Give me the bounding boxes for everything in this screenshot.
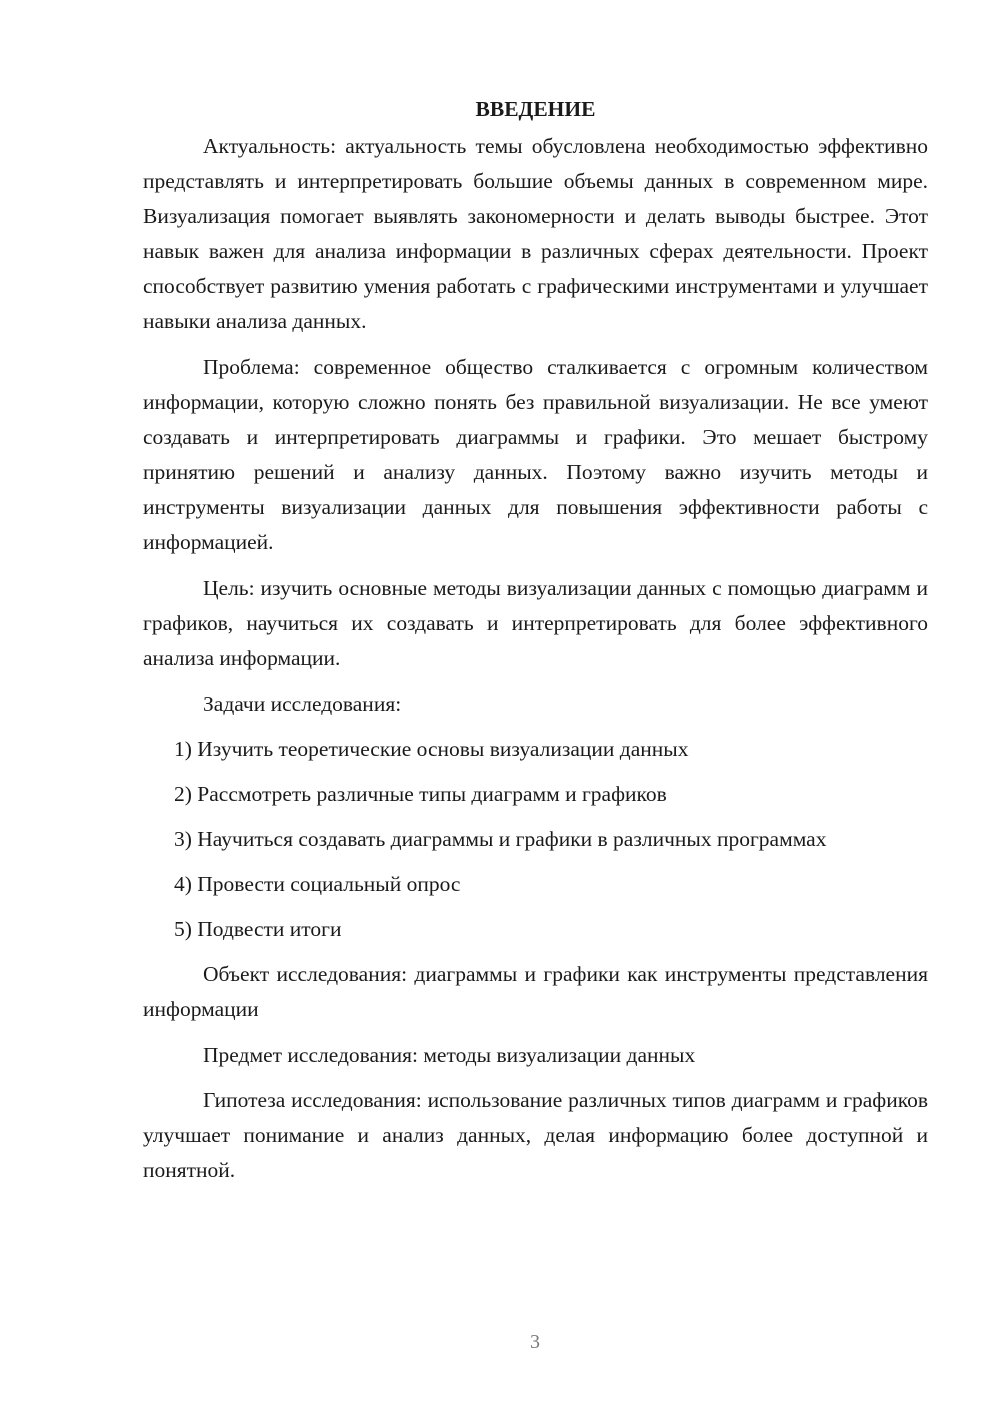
- page-number: 3: [530, 1331, 540, 1353]
- task-item-5: 5) Подвести итоги: [174, 917, 342, 941]
- hypothesis-paragraph: Гипотеза исследования: использование различных типов диаграмм и графиков улучшает понимание и анализ данных, делая информацию более доступной и понятной.: [143, 1088, 928, 1182]
- problem-paragraph: Проблема: современное общество сталкивается с огромным количеством информации, которую сложно понять без правильной визуализации. Не все умеют создавать и интерпретировать диаграммы и графики. Это мешает быстрому принятию решений и анализу данных. Поэтому важно изучить методы и инструменты визуализации данных для повышения эффективности работы с информацией.: [143, 355, 928, 554]
- task-item-2: 2) Рассмотреть различные типы диаграмм и графиков: [174, 782, 667, 806]
- relevance-paragraph: Актуальность: актуальность темы обусловлена необходимостью эффективно представлять и интерпретировать большие объемы данных в современном мире. Визуализация помогает выявлять закономерности и делать выводы быстрее. Этот навык важен для анализа информации в различных сферах деятельности. Проект способствует развитию умения работать с графическими инструментами и улучшает навыки анализа данных.: [143, 134, 928, 333]
- task-item-3: 3) Научиться создавать диаграммы и графики в различных программах: [174, 827, 827, 851]
- object-paragraph: Объект исследования: диаграммы и графики как инструменты представления информации: [143, 962, 928, 1021]
- section-heading: ВВЕДЕНИЕ: [475, 97, 596, 121]
- document-page: [143, 92, 928, 1199]
- task-item-1: 1) Изучить теоретические основы визуализации данных: [174, 737, 689, 761]
- goal-paragraph: Цель: изучить основные методы визуализации данных с помощью диаграмм и графиков, научиться их создавать и интерпретировать для более эффективного анализа информации.: [143, 576, 928, 670]
- subject-paragraph: Предмет исследования: методы визуализации данных: [203, 1043, 696, 1067]
- task-item-4: 4) Провести социальный опрос: [174, 872, 461, 896]
- tasks-title: Задачи исследования:: [203, 692, 402, 716]
